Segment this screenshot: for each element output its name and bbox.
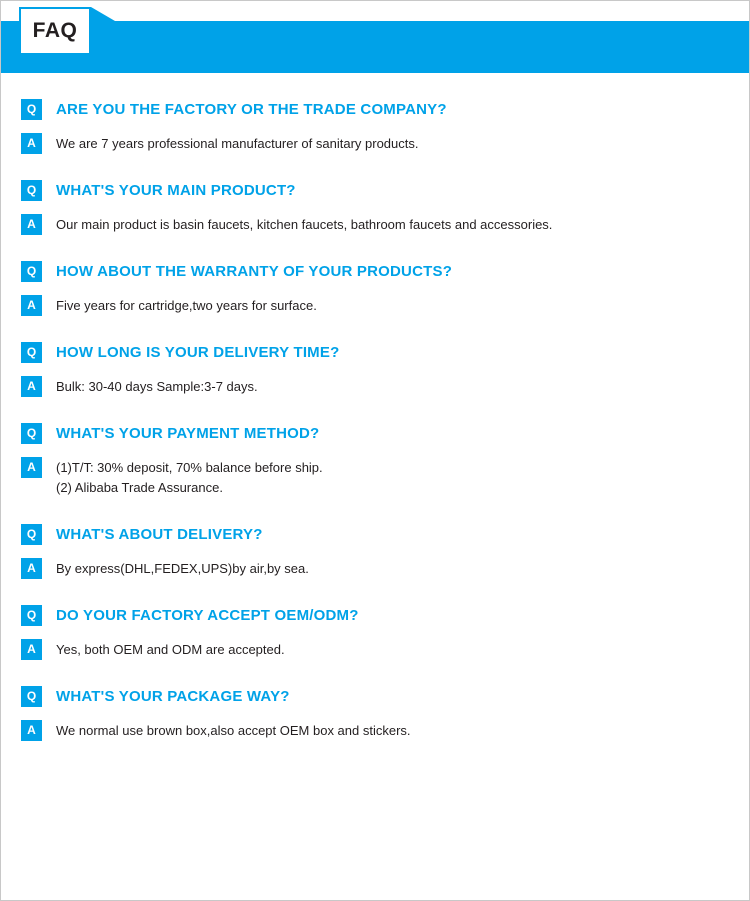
question-badge: Q bbox=[21, 686, 42, 707]
faq-answer-text: We are 7 years professional manufacturer of sanitary products. bbox=[56, 136, 419, 151]
question-badge: Q bbox=[21, 261, 42, 282]
faq-tab-slant-decoration bbox=[91, 7, 115, 21]
question-badge: Q bbox=[21, 180, 42, 201]
faq-question-row bbox=[21, 686, 729, 707]
faq-answer-row bbox=[21, 558, 729, 579]
faq-answer-text: Bulk: 30-40 days Sample:3-7 days. bbox=[56, 379, 258, 394]
faq-answer-text bbox=[56, 457, 323, 498]
question-badge: Q bbox=[21, 99, 42, 120]
faq-question-row bbox=[21, 261, 729, 282]
faq-answer-row bbox=[21, 720, 729, 741]
faq-question-row bbox=[21, 99, 729, 120]
question-badge: Q bbox=[21, 605, 42, 626]
faq-answer-text: Five years for cartridge,two years for surface. bbox=[56, 298, 317, 313]
faq-answer-text: We normal use brown box,also accept OEM box and stickers. bbox=[56, 723, 411, 738]
faq-answer-row bbox=[21, 133, 729, 154]
faq-question-text: WHAT'S YOUR MAIN PRODUCT? bbox=[56, 182, 296, 199]
question-badge: Q bbox=[21, 423, 42, 444]
faq-item bbox=[1, 99, 749, 154]
faq-question-text: DO YOUR FACTORY ACCEPT OEM/ODM? bbox=[56, 607, 359, 624]
faq-answer-line-2: (2) Alibaba Trade Assurance. bbox=[56, 480, 223, 495]
faq-answer-line-1: (1)T/T: 30% deposit, 70% balance before ship. bbox=[56, 460, 323, 475]
faq-answer-row bbox=[21, 295, 729, 316]
answer-badge: A bbox=[21, 639, 42, 660]
question-badge: Q bbox=[21, 342, 42, 363]
answer-badge: A bbox=[21, 133, 42, 154]
faq-item bbox=[1, 342, 749, 397]
faq-list bbox=[1, 99, 749, 741]
faq-answer-text: Our main product is basin faucets, kitchen faucets, bathroom faucets and accessories. bbox=[56, 217, 553, 232]
faq-title-tab bbox=[19, 7, 91, 55]
question-badge: Q bbox=[21, 524, 42, 545]
faq-item bbox=[1, 605, 749, 660]
faq-question-text: HOW ABOUT THE WARRANTY OF YOUR PRODUCTS? bbox=[56, 263, 453, 280]
faq-question-text: HOW LONG IS YOUR DELIVERY TIME? bbox=[56, 344, 340, 361]
faq-answer-text: By express(DHL,FEDEX,UPS)by air,by sea. bbox=[56, 561, 309, 576]
answer-badge: A bbox=[21, 214, 42, 235]
faq-question-row bbox=[21, 605, 729, 626]
faq-question-row bbox=[21, 524, 729, 545]
answer-badge: A bbox=[21, 376, 42, 397]
faq-answer-text: Yes, both OEM and ODM are accepted. bbox=[56, 642, 285, 657]
faq-item bbox=[1, 686, 749, 741]
faq-item bbox=[1, 524, 749, 579]
faq-question-text: WHAT'S YOUR PAYMENT METHOD? bbox=[56, 425, 320, 442]
faq-question-text: WHAT'S YOUR PACKAGE WAY? bbox=[56, 688, 290, 705]
faq-question-row bbox=[21, 342, 729, 363]
faq-header-band bbox=[1, 21, 749, 73]
faq-title-label: FAQ bbox=[32, 19, 78, 42]
faq-answer-row bbox=[21, 214, 729, 235]
faq-question-text: WHAT'S ABOUT DELIVERY? bbox=[56, 526, 263, 543]
faq-question-row bbox=[21, 180, 729, 201]
faq-item bbox=[1, 423, 749, 498]
answer-badge: A bbox=[21, 457, 42, 478]
answer-badge: A bbox=[21, 720, 42, 741]
faq-item bbox=[1, 261, 749, 316]
faq-item bbox=[1, 180, 749, 235]
answer-badge: A bbox=[21, 558, 42, 579]
faq-question-text: ARE YOU THE FACTORY OR THE TRADE COMPANY? bbox=[56, 101, 447, 118]
faq-answer-row bbox=[21, 639, 729, 660]
faq-answer-row bbox=[21, 376, 729, 397]
faq-answer-row bbox=[21, 457, 729, 498]
faq-question-row bbox=[21, 423, 729, 444]
answer-badge: A bbox=[21, 295, 42, 316]
